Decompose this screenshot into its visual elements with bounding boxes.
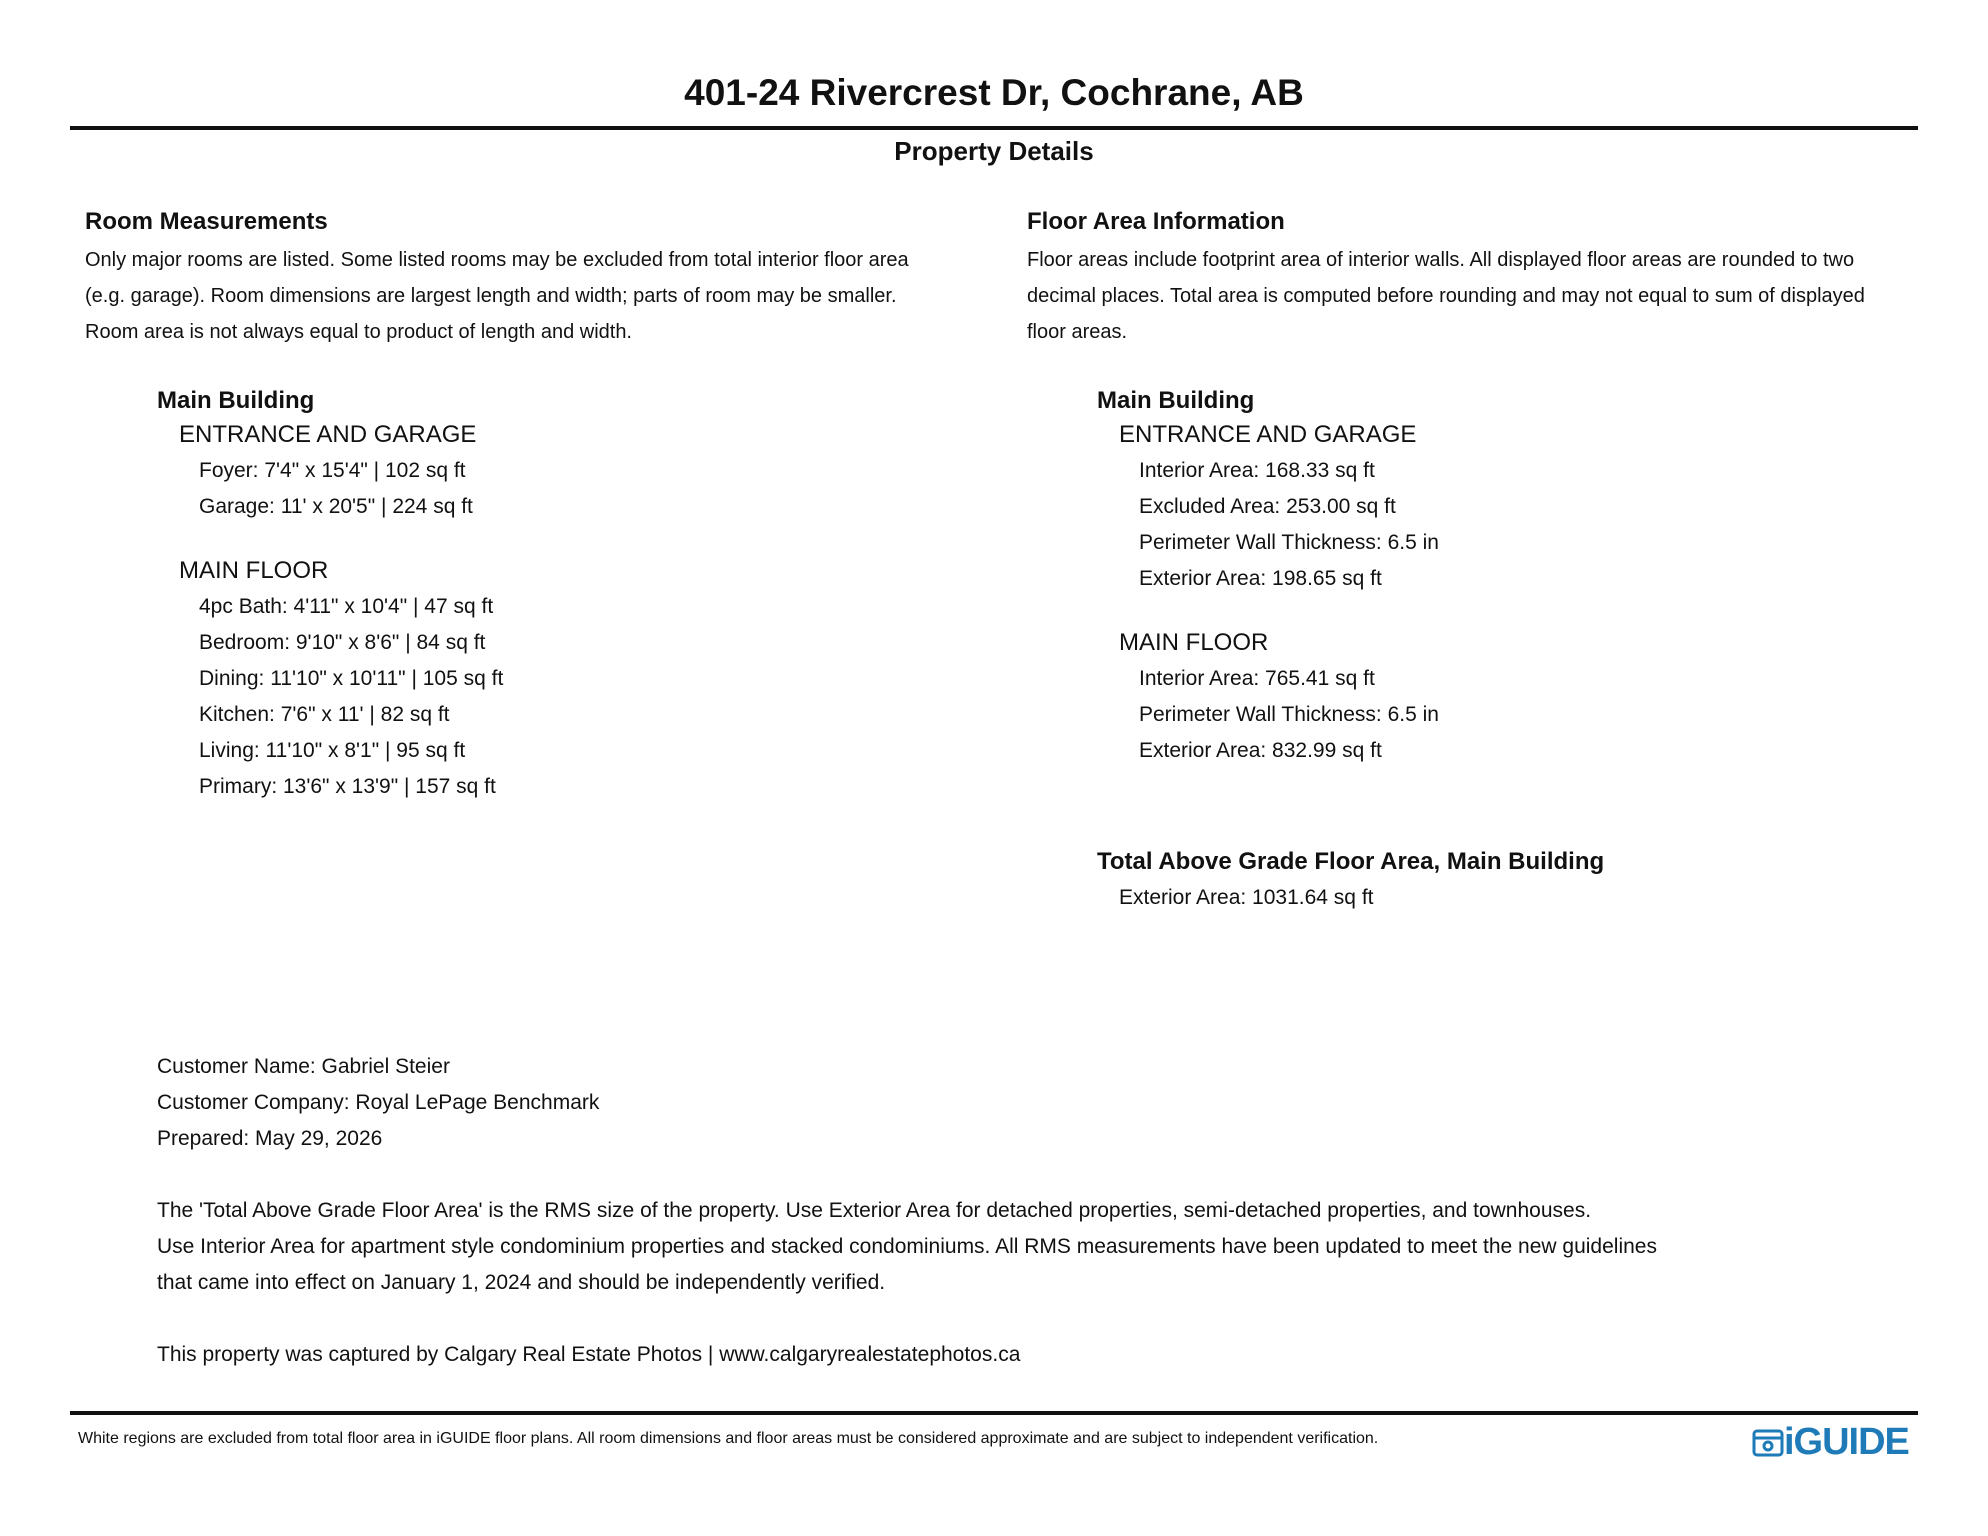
customer-company: Customer Company: Royal LePage Benchmark: [157, 1091, 600, 1114]
rms-note: [157, 1193, 1877, 1301]
footer-divider: [70, 1411, 1918, 1415]
floor-heading: MAIN FLOOR: [179, 557, 329, 584]
total-area-heading: Total Above Grade Floor Area, Main Building: [1097, 848, 1605, 875]
iguide-logo: [1752, 1422, 1909, 1462]
description-line: floor areas.: [1027, 321, 1128, 343]
rms-note-line: The 'Total Above Grade Floor Area' is the RMS size of the property. Use Exterior Area for detached properties, semi-detached properties, and townhouses.: [157, 1199, 1592, 1222]
rms-note-line: Use Interior Area for apartment style condominium properties and stacked condominiums. All RMS measurements have been updated to meet the new guidelines: [157, 1235, 1657, 1258]
room-measurements-section: [85, 206, 1045, 350]
area-item: Perimeter Wall Thickness: 6.5 in: [1139, 531, 1439, 554]
area-item: Exterior Area: 198.65 sq ft: [1139, 567, 1382, 590]
area-item: Interior Area: 765.41 sq ft: [1139, 667, 1375, 690]
floor-heading: ENTRANCE AND GARAGE: [1119, 421, 1417, 448]
room-item: Dining: 11'10" x 10'11" | 105 sq ft: [199, 667, 504, 690]
room-item: Primary: 13'6" x 13'9" | 157 sq ft: [199, 775, 496, 798]
floor-area-description: [1027, 242, 1987, 350]
building-heading: Main Building: [157, 387, 315, 414]
room-item: Foyer: 7'4" x 15'4" | 102 sq ft: [199, 459, 466, 482]
description-line: Room area is not always equal to product of length and width.: [85, 321, 632, 343]
floor-area-list: [1097, 385, 1439, 769]
room-item: Living: 11'10" x 8'1" | 95 sq ft: [199, 739, 466, 762]
floor-heading: ENTRANCE AND GARAGE: [179, 421, 477, 448]
page-title: 401-24 Rivercrest Dr, Cochrane, AB: [684, 72, 1304, 113]
room-list: [157, 385, 503, 805]
description-line: Only major rooms are listed. Some listed rooms may be excluded from total interior floor area: [85, 249, 909, 271]
prepared-date: Prepared: May 29, 2026: [157, 1127, 383, 1150]
header-divider: [70, 126, 1918, 130]
floor-area-section: [1027, 206, 1987, 350]
page-subtitle: Property Details: [894, 136, 1094, 166]
customer-info: [157, 1049, 599, 1157]
room-item: 4pc Bath: 4'11" x 10'4" | 47 sq ft: [199, 595, 494, 618]
iguide-logo-text: iGUIDE: [1784, 1421, 1909, 1463]
room-item: Bedroom: 9'10" x 8'6" | 84 sq ft: [199, 631, 486, 654]
room-item: Garage: 11' x 20'5" | 224 sq ft: [199, 495, 473, 518]
floor-main: [1119, 627, 1439, 769]
floor-heading: MAIN FLOOR: [1119, 629, 1269, 656]
room-measurements-description: [85, 242, 1045, 350]
floor-entrance-garage: [179, 419, 503, 525]
description-line: Floor areas include footprint area of interior walls. All displayed floor areas are rounded to two: [1027, 249, 1855, 271]
area-item: Excluded Area: 253.00 sq ft: [1139, 495, 1396, 518]
floor-area-heading: Floor Area Information: [1027, 208, 1285, 235]
customer-name: Customer Name: Gabriel Steier: [157, 1055, 450, 1078]
room-measurements-heading: Room Measurements: [85, 208, 328, 235]
area-item: Interior Area: 168.33 sq ft: [1139, 459, 1375, 482]
description-line: decimal places. Total area is computed before rounding and may not equal to sum of displayed: [1027, 285, 1865, 307]
area-item: Perimeter Wall Thickness: 6.5 in: [1139, 703, 1439, 726]
footer-disclaimer: White regions are excluded from total floor area in iGUIDE floor plans. All room dimensions and floor areas must be considered approximate and are subject to independent verification.: [78, 1430, 1379, 1447]
floor-entrance-garage: [1119, 419, 1439, 597]
floor-main: [179, 555, 503, 805]
description-line: (e.g. garage). Room dimensions are largest length and width; parts of room may be smaller.: [85, 285, 897, 307]
building-heading: Main Building: [1097, 387, 1255, 414]
rms-note-line: that came into effect on January 1, 2024 and should be independently verified.: [157, 1271, 886, 1294]
iguide-logo-icon: [1752, 1426, 1784, 1458]
room-item: Kitchen: 7'6" x 11' | 82 sq ft: [199, 703, 450, 726]
captured-by: This property was captured by Calgary Real Estate Photos | www.calgaryrealestatephotos.ca: [157, 1343, 1021, 1366]
area-item: Exterior Area: 832.99 sq ft: [1139, 739, 1382, 762]
total-area-value: Exterior Area: 1031.64 sq ft: [1119, 886, 1374, 909]
total-area: [1097, 846, 1604, 916]
